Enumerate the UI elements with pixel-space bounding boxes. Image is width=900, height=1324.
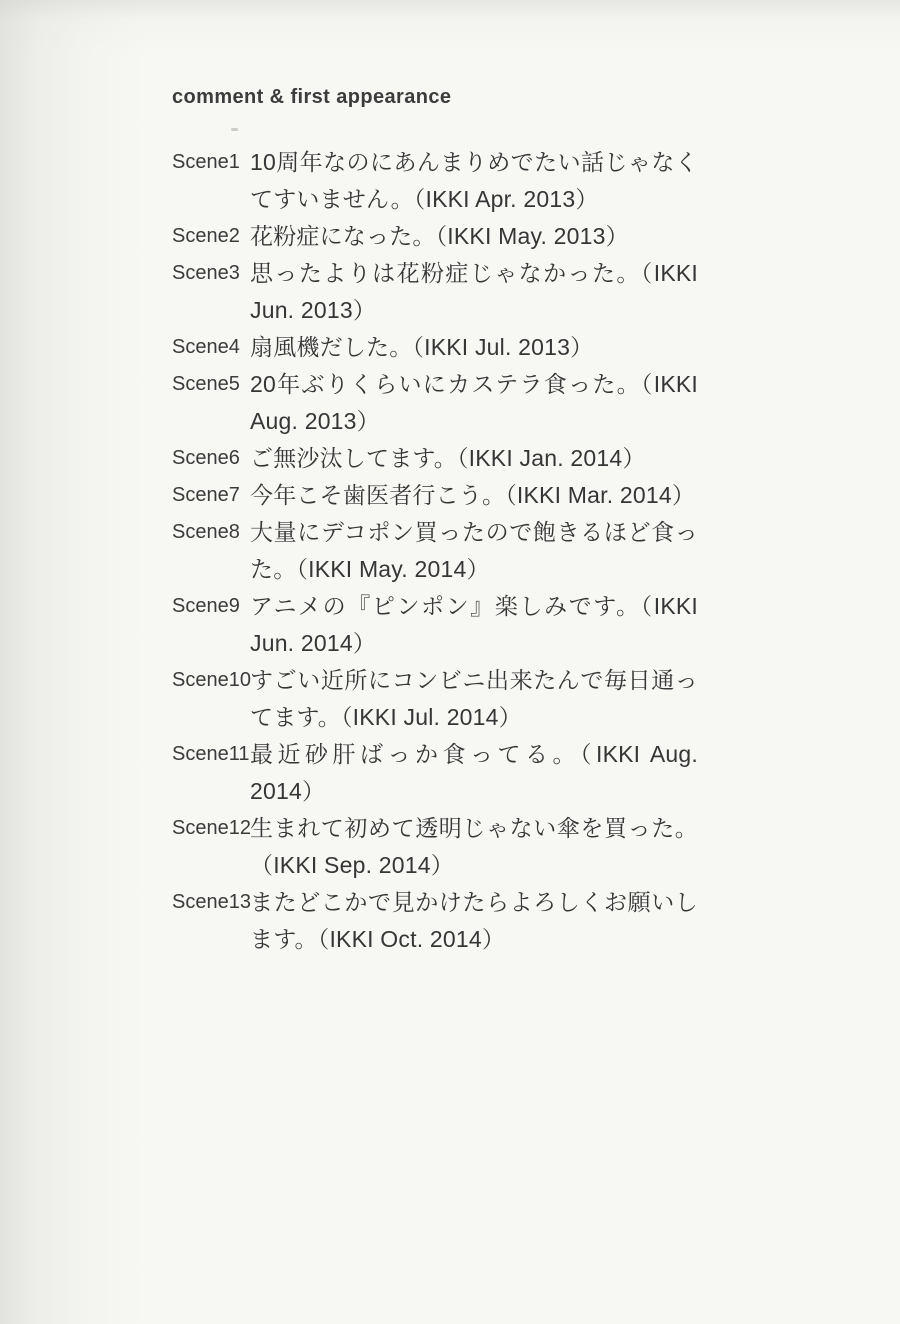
- scene-entry: [172, 218, 700, 255]
- scene-entry: [172, 477, 700, 514]
- scene-entry: [172, 255, 700, 329]
- page-title: comment & first appearance: [172, 86, 452, 108]
- scene-label: Scene1: [172, 151, 240, 173]
- scene-entry: [172, 736, 700, 810]
- scene-label: Scene4: [172, 336, 240, 358]
- scene-text: 10周年なのにあんまりめでたい話じゃなくてすいません。（IKKI Apr. 2013）: [250, 149, 698, 212]
- scene-text: 花粉症になった。（IKKI May. 2013）: [250, 223, 629, 249]
- scene-label: Scene6: [172, 447, 240, 469]
- scene-entry: [172, 662, 700, 736]
- scene-entry: [172, 144, 700, 218]
- scene-label: Scene7: [172, 484, 240, 506]
- scene-entry: [172, 329, 700, 366]
- scene-label: Scene2: [172, 225, 240, 247]
- scene-text: ご無沙汰してます。（IKKI Jan. 2014）: [250, 445, 646, 471]
- scene-entry: [172, 440, 700, 477]
- scene-label: Scene11: [172, 743, 250, 765]
- scan-speck: [231, 128, 238, 131]
- scene-label: Scene13: [172, 891, 251, 913]
- scene-text: 20年ぶりくらいにカステラ食った。（IKKI Aug. 2013）: [250, 371, 698, 434]
- scene-label: Scene9: [172, 595, 240, 617]
- scene-label: Scene10: [172, 669, 251, 691]
- scene-text: 思ったよりは花粉症じゃなかった。（IKKI Jun. 2013）: [250, 260, 698, 323]
- scene-label: Scene12: [172, 817, 251, 839]
- scene-label: Scene3: [172, 262, 240, 284]
- scene-text: 今年こそ歯医者行こう。（IKKI Mar. 2014）: [250, 482, 696, 508]
- scene-text: またどこかで見かけたらよろしくお願いします。（IKKI Oct. 2014）: [250, 889, 698, 952]
- scene-entry: [172, 514, 700, 588]
- scene-text: すごい近所にコンビニ出来たんで毎日通ってます。（IKKI Jul. 2014）: [250, 667, 698, 730]
- scene-entry: [172, 588, 700, 662]
- scene-entry: [172, 884, 700, 958]
- scene-entry: [172, 810, 700, 884]
- scene-text: アニメの『ピンポン』楽しみです。（IKKI Jun. 2014）: [250, 593, 698, 656]
- scene-text: 最近砂肝ばっか食ってる。（IKKI Aug. 2014）: [250, 741, 698, 804]
- scene-list: [172, 144, 700, 958]
- scene-label: Scene5: [172, 373, 240, 395]
- scene-label: Scene8: [172, 521, 240, 543]
- scene-text: 扇風機だした。（IKKI Jul. 2013）: [250, 334, 594, 360]
- scene-text: 生まれて初めて透明じゃない傘を買った。（IKKI Sep. 2014）: [250, 815, 698, 878]
- scene-text: 大量にデコポン買ったので飽きるほど食った。（IKKI May. 2014）: [250, 519, 698, 582]
- scene-entry: [172, 366, 700, 440]
